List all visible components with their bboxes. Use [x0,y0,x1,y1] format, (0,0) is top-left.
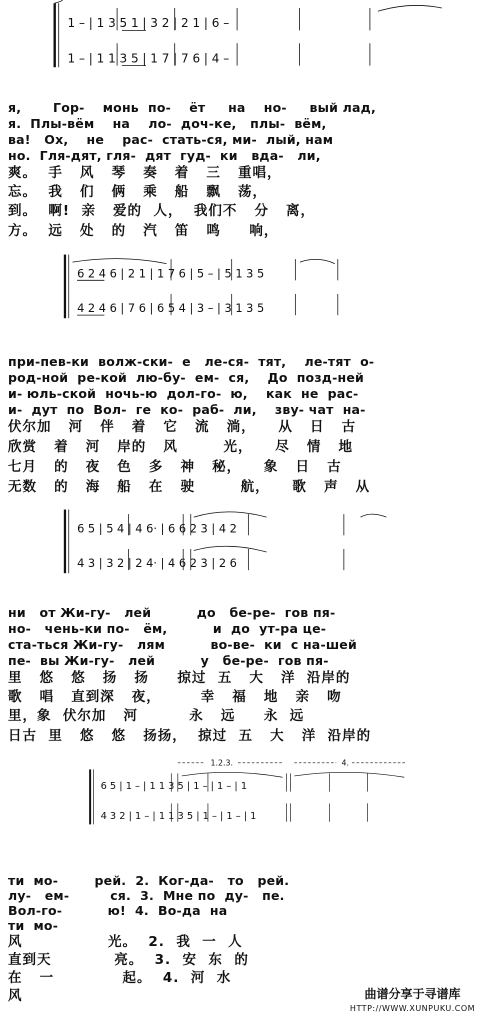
lyric-line: я, Гор- монь по- ёт на но- вый лад, [8,100,376,115]
system-2-lower: 4 2 4 6 | 7 6 | 6 5 4 | 3 – | 3 1 3 5 [77,301,265,316]
lyric-line: Вол-го- ю! 4. Во-да на [8,903,228,918]
lyric-line: 伏尔加 河 伴 着 它 流 淌， 从 日 古 [8,419,357,435]
system-4-upper: 6 5 | 1 – | 1 1 3 5 | 1 – | 1 – | 1 [100,781,248,793]
lyric-line: пе- вы Жи-гу- лей у бе-ре- гов пя- [8,653,329,668]
lyric-line: 直到天 亮。 3. 安 东 的 [8,952,249,968]
system-1-lower: 1 – | 1 1 3 5 | 1 7 | 7 6 | 4 – [67,51,230,66]
system-2-upper: 6 2 4 6 | 2 1 | 1 7 6 | 5 – | 5 1 3 5 [77,266,265,281]
lyric-line: 方。 远 处 的 汽 笛 鸣 响， [8,223,279,239]
lyric-line: ти мо- [8,918,59,933]
lyric-line: 风 光。 2. 我 一 人 [8,934,243,950]
lyric-line: 到。 啊! 亲 爱的 人， 我们不 分 离， [8,203,316,219]
lyric-line: ти мо- рей. 2. Ког-да- то рей. [8,873,290,888]
site-name: 曲谱分享于寻谱库 [364,987,461,1001]
system-1-upper: 1 – | 1 3 5 1 | 3 2 | 2 1 | 6 – [67,16,230,31]
lyric-line: ва! Ох, не рас- стать-ся, ми- лый, нам [8,132,334,147]
system-3-notes [0,505,499,577]
system-3-lower: 4 3 | 3 2 | 2 4· | 4 6 2 3 | 2 6 [77,556,237,571]
lyric-line: 七月 的 夜 色 多 神 秘， 象 日 古 [8,459,342,475]
system-1-notes [0,0,499,72]
system-2-notes [0,250,499,322]
lyric-line: 在 一 起。 4. 河 水 [8,970,232,986]
lyric-line: ни от Жи-гу- лей до бе-ре- гов пя- [8,605,336,620]
lyric-line: и- юль-ской ночь-ю дол-го- ю, как не рас- [8,386,359,401]
volta-1-label: 1.2.3. [210,758,234,768]
lyric-line: 歌 唱 直到深 夜， 幸 福 地 亲 吻 [8,689,342,705]
lyric-line: 欣赏 着 河 岸的 风 光， 尽 情 地 [8,439,353,455]
lyric-line: 风 [8,988,23,1004]
site-watermark [330,985,495,1013]
system-4-lower: 4 3 2 | 1 – | 1 1 3 5 | 1 – | 1 – | 1 [100,811,257,823]
lyric-line: лу- ем- ся. 3. Мне по ду- пе. [8,888,285,903]
lyric-line: 日古 里 悠 悠 扬扬， 掠过 五 大 洋 沿岸的 [8,728,372,744]
lyric-line: 里 悠 悠 扬 扬 掠过 五 大 洋 沿岸的 [8,670,351,686]
lyric-line: 无数 的 海 船 在 驶 航， 歌 声 从 [8,479,371,495]
lyric-line: род-ной ре-кой лю-бу- ем- ся, До позд-ней [8,370,364,385]
volta-2-label: 4. [341,758,349,768]
lyric-line: 忘。 我 们 俩 乘 船 飘 荡， [8,184,267,200]
lyric-line: 爽。 手 风 琴 奏 着 三 重唱， [8,165,282,181]
lyric-line: я. Плы-вём на ло- доч-ке, плы- вём, [8,116,327,131]
lyric-line: и- дут по Вол- ге ко- раб- ли, зву- чат на- [8,402,366,417]
lyric-line: но. Гля-дят, гля- дят гуд- ки вда- ли, [8,148,321,163]
lyric-line: ста-ться Жи-гу- лям во-ве- ки с на-шей [8,637,357,652]
site-url: HTTP://WWW.XUNPUKU.COM [349,1004,476,1013]
lyric-line: при-пев-ки волж-ски- е ле-ся- тят, ле-тят о- [8,354,375,369]
system-4-notes [0,755,499,827]
lyric-line: но- чень-ки по- ём, и до ут-ра це- [8,621,327,636]
lyric-line: 里，象 伏尔加 河 永 远 永 远 [8,708,305,724]
system-3-upper: 6 5 | 5 4 | 4 6· | 6 6 2 3 | 4 2 [77,521,237,536]
